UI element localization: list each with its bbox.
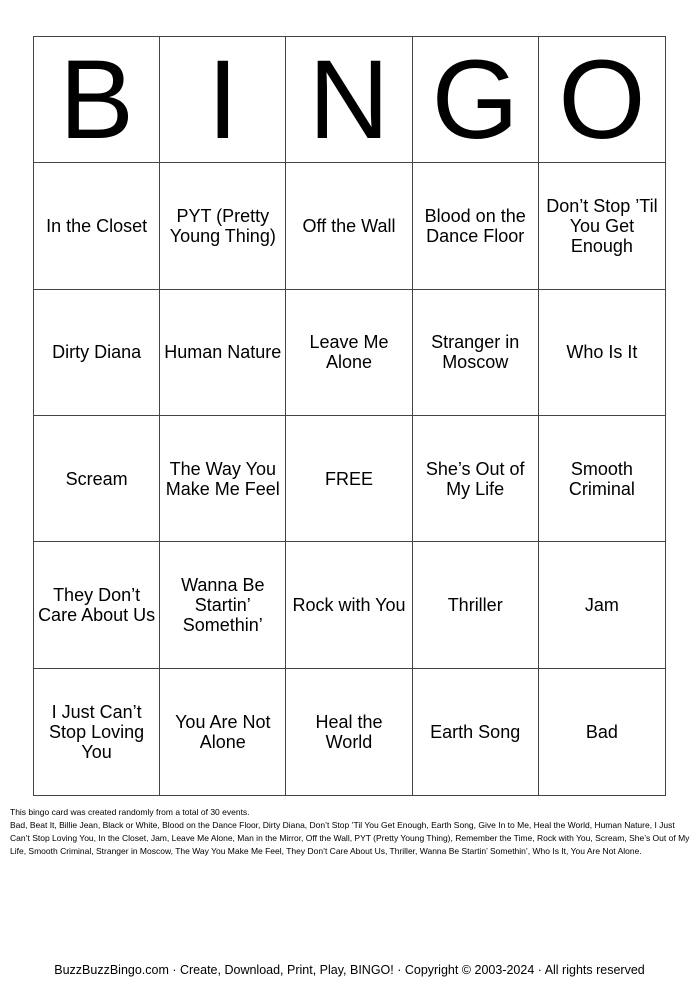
bingo-cell: The Way You Make Me Feel bbox=[160, 416, 286, 542]
bingo-cell: Rock with You bbox=[286, 542, 412, 668]
note-summary: This bingo card was created randomly from a total of 30 events. bbox=[10, 807, 250, 817]
bingo-cell: Off the Wall bbox=[286, 163, 412, 289]
bingo-cell: She’s Out of My Life bbox=[413, 416, 539, 542]
bingo-cell: Earth Song bbox=[413, 669, 539, 795]
bingo-cell: Human Nature bbox=[160, 290, 286, 416]
footer-copyright: BuzzBuzzBingo.com · Create, Download, Print, Play, BINGO! · Copyright © 2003-2024 · All rights reserved bbox=[54, 963, 645, 977]
header-letter-n: N bbox=[286, 37, 412, 163]
note-event-list: Bad, Beat It, Billie Jean, Black or White, Blood on the Dance Floor, Dirty Diana, Don’t Stop ’Til You Get Enough, Earth Song, Give In to Me, Heal the World, Human Nature, I Just Can’t Stop Loving You, In the Closet, Jam, Leave Me Alone, Man in the Mirror, Off the Wall, PYT (Pretty Young Thing), Remember the Time, Rock with You, Scream, She’s Out of My Life, Smooth Criminal, Stranger in Moscow, The Way You Make Me Feel, They Don’t Care About Us, Thriller, Wanna Be Startin’ Somethin’, Who Is It, You Are Not Alone. bbox=[10, 820, 690, 856]
header-letter-b: B bbox=[34, 37, 160, 163]
bingo-cell: Bad bbox=[585, 721, 618, 742]
bingo-cell: Who Is It bbox=[539, 290, 665, 416]
bingo-cell: Don’t Stop ’Til You Get Enough bbox=[539, 163, 665, 289]
bingo-cell: I Just Can’t Stop Loving You bbox=[34, 669, 160, 795]
bingo-cell: Dirty Diana bbox=[34, 290, 160, 416]
bingo-cell: In the Closet bbox=[34, 163, 160, 289]
header-letter-o: O bbox=[539, 37, 665, 163]
bingo-cell: Wanna Be Startin’ Somethin’ bbox=[160, 542, 286, 668]
bingo-cell: Blood on the Dance Floor bbox=[413, 163, 539, 289]
bingo-cell: Stranger in Moscow bbox=[413, 290, 539, 416]
bingo-cell: Thriller bbox=[413, 542, 539, 668]
header-letter-g: G bbox=[413, 37, 539, 163]
bingo-cell: Jam bbox=[539, 542, 665, 668]
header-letter-i: I bbox=[160, 37, 286, 163]
bingo-cell: Scream bbox=[34, 416, 160, 542]
bingo-card bbox=[33, 36, 666, 796]
bingo-cell: Heal the World bbox=[286, 669, 412, 795]
bingo-cell: Smooth Criminal bbox=[539, 416, 665, 542]
event-list-note bbox=[10, 806, 690, 858]
bingo-cell: PYT (Pretty Young Thing) bbox=[160, 163, 286, 289]
bingo-cell: You Are Not Alone bbox=[160, 669, 286, 795]
bingo-cell: Leave Me Alone bbox=[286, 290, 412, 416]
bingo-cell: They Don’t Care About Us bbox=[34, 542, 160, 668]
free-space-cell: FREE bbox=[286, 416, 412, 542]
